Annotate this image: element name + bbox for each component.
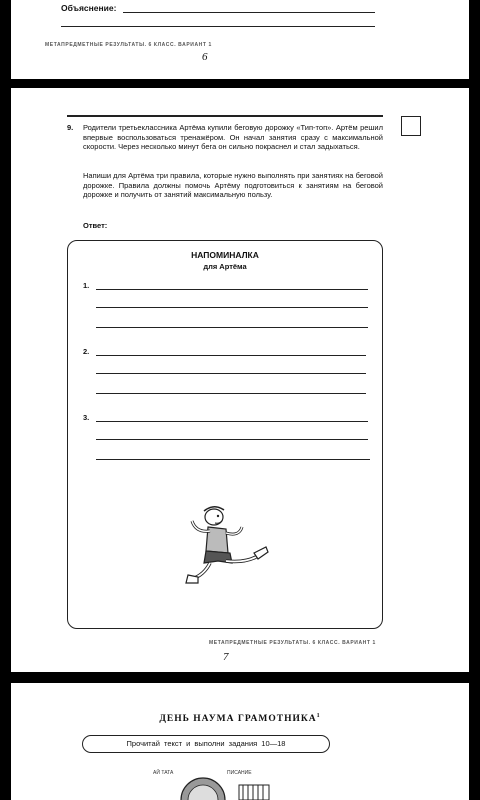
rule-number-2: 2. [83,347,90,356]
section-title-text: ДЕНЬ НАУМА ГРАМОТНИКА [159,714,317,725]
task-paragraph-2: Напиши для Артёма три правила, которые нужно выполнять при занятиях на беговой дорожке. Правила должны помочь Артёму подготовиться к занятиям на беговой дорожке и получить от занятий максимальную пользу. [83,171,383,200]
reminder-title: НАПОМИНАЛКА [191,250,259,260]
rule-number-1: 1. [83,281,90,290]
running-boy-illustration [184,503,284,593]
rule-2-line[interactable] [96,373,366,374]
instruction-banner: Прочитай текст и выполни задания 10—18 [82,735,330,753]
rule-1-line[interactable] [96,307,368,308]
explanation-answer-line[interactable] [61,26,375,27]
reminder-card [67,240,383,629]
rule-1-line[interactable] [96,289,368,290]
footnote-marker: 1 [316,713,321,719]
rule-number-3: 3. [83,413,90,422]
decorative-illustration [171,775,281,800]
task-paragraph-1: Родители третьеклассника Артёма купили беговую дорожку «Тип-топ». Артём решил впервые воспользоваться тренажёром. Он начал занятия сразу с максимальной скорости. Через несколько минут бега он сильно покраснел и стал задыхаться. [83,123,383,152]
explanation-answer-line[interactable] [123,12,375,13]
rule-2-line[interactable] [96,393,366,394]
page-footer: МЕТАПРЕДМЕТНЫЕ РЕЗУЛЬТАТЫ. 6 КЛАСС. ВАРИАНТ 1 [209,640,376,646]
task-divider [67,115,383,117]
explanation-label: Объяснение: [61,3,117,13]
reminder-subtitle: для Артёма [203,262,247,271]
page-footer: МЕТАПРЕДМЕТНЫЕ РЕЗУЛЬТАТЫ. 6 КЛАСС. ВАРИАНТ 1 [45,42,212,48]
page-6-fragment [11,0,469,79]
page-number: 6 [202,51,208,63]
rule-1-line[interactable] [96,327,368,328]
page-7 [11,88,469,672]
rule-3-line[interactable] [96,421,368,422]
rule-2-line[interactable] [96,355,366,356]
task-number: 9. [67,123,74,132]
score-box[interactable] [401,116,421,136]
illustration-label: АЙ ТАТА [153,770,174,776]
section-title [11,713,469,724]
page-number: 7 [223,651,229,663]
answer-label: Ответ: [83,221,108,230]
rule-3-line[interactable] [96,439,368,440]
illustration-label: ПИСАНИЕ [227,770,252,776]
rule-3-line[interactable] [96,459,370,460]
page-8-fragment [11,683,469,800]
